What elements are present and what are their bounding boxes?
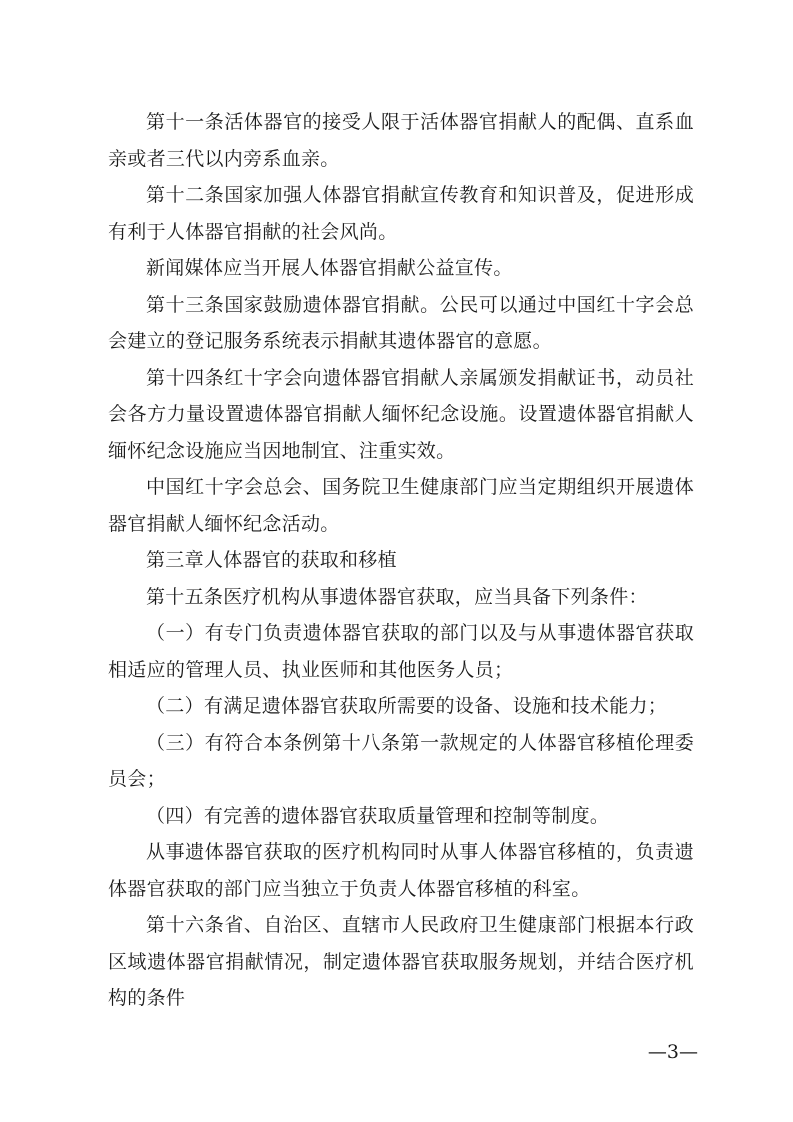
paragraph-article-15: 第十五条医疗机构从事遗体器官获取，应当具备下列条件： [146, 585, 648, 608]
list-item-condition-3: （三）有符合本条例第十八条第一款规定的人体器官移植伦理委员会； [108, 731, 694, 790]
list-item-condition-4: （四）有完善的遗体器官获取质量管理和控制等制度。 [146, 804, 610, 827]
document-body [108, 104, 694, 1017]
paragraph-article-12: 第十二条国家加强人体器官捐献宣传教育和知识普及，促进形成有利于人体器官捐献的社会风尚。 [108, 184, 694, 243]
list-item-condition-1: （一）有专门负责遗体器官获取的部门以及与从事遗体器官获取相适应的管理人员、执业医师和其他医务人员； [108, 622, 694, 681]
paragraph-article-13: 第十三条国家鼓励遗体器官捐献。公民可以通过中国红十字会总会建立的登记服务系统表示捐献其遗体器官的意愿。 [108, 293, 694, 352]
paragraph-article-16: 第十六条省、自治区、直辖市人民政府卫生健康部门根据本行政区域遗体器官捐献情况，制定遗体器官获取服务规划，并结合医疗机构的条件 [108, 914, 694, 1009]
page-number: —3— [647, 1041, 698, 1063]
paragraph-media-publicity: 新闻媒体应当开展人体器官捐献公益宣传。 [146, 257, 513, 279]
list-item-condition-2: （二）有满足遗体器官获取所需要的设备、设施和技术能力； [146, 695, 668, 717]
chapter-heading-3: 第三章人体器官的获取和移植 [146, 549, 397, 571]
paragraph-article-11: 第十一条活体器官的接受人限于活体器官捐献人的配偶、直系血亲或者三代以内旁系血亲。 [108, 111, 694, 170]
paragraph-memorial-activities: 中国红十字会总会、国务院卫生健康部门应当定期组织开展遗体器官捐献人缅怀纪念活动。 [108, 476, 694, 535]
paragraph-department-independence: 从事遗体器官获取的医疗机构同时从事人体器官移植的，负责遗体器官获取的部门应当独立于负责人体器官移植的科室。 [108, 841, 694, 900]
paragraph-article-14: 第十四条红十字会向遗体器官捐献人亲属颁发捐献证书，动员社会各方力量设置遗体器官捐献人缅怀纪念设施。设置遗体器官捐献人缅怀纪念设施应当因地制宜、注重实效。 [108, 366, 694, 462]
